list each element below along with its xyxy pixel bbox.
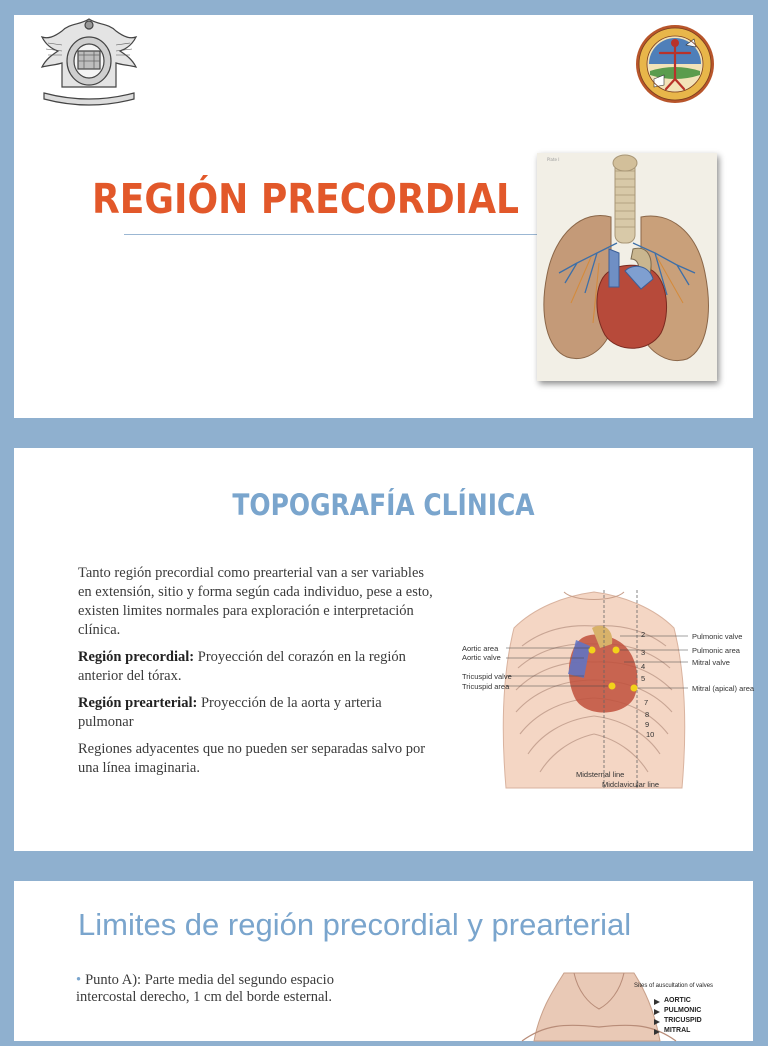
figure-heading: Sites of auscultation of valves	[634, 983, 714, 989]
label-tricuspid-area: Tricuspid area	[462, 682, 510, 691]
medical-school-seal-icon	[634, 23, 716, 105]
lungs-heart-illustration	[537, 153, 717, 381]
label-midclavicular-line: Midclavicular line	[602, 780, 660, 789]
label-pulmonic-area: Pulmonic area	[692, 646, 740, 655]
rib-number: 3	[641, 648, 646, 657]
label-mitral: MITRAL	[664, 1027, 691, 1034]
label-aortic-valve: Aortic valve	[462, 653, 501, 662]
label-mitral-area: Mitral (apical) area	[692, 684, 755, 693]
prearterial-paragraph	[78, 694, 438, 732]
chest-drawing	[444, 588, 754, 798]
rib-number: 4	[641, 662, 646, 671]
slide-title	[14, 15, 753, 418]
auscultation-areas-figure	[444, 588, 754, 798]
prearterial-label: Región prearterial:	[78, 695, 198, 711]
slide-topografia	[14, 448, 753, 851]
closing-paragraph: Regiones adyacentes que no pueden ser separadas salvo por una línea imaginaria.	[78, 741, 426, 776]
lungs-heart-drawing	[537, 153, 717, 381]
label-aortic: AORTIC	[664, 997, 691, 1004]
neck-drawing	[504, 969, 744, 1041]
rib-number: 10	[646, 730, 655, 739]
label-tricuspid: TRICUSPID	[664, 1017, 702, 1024]
precordial-text: Proyección del corazón en la región anterior del tórax.	[78, 649, 406, 684]
bullet-point-a	[76, 972, 376, 1006]
bullet-icon: •	[76, 972, 82, 988]
presentation-title: REGIÓN PRECORDIAL	[92, 175, 519, 223]
bullet-text: Punto A): Parte media del segundo espacio intercostal derecho, 1 cm del borde esternal.	[76, 972, 334, 1005]
svg-text:Plate I: Plate I	[547, 157, 560, 162]
precordial-paragraph	[78, 648, 438, 686]
rib-number: 7	[644, 698, 649, 707]
university-seal-icon	[40, 15, 138, 105]
slide-body	[78, 564, 438, 786]
slide-limites	[14, 881, 753, 1041]
label-mitral-valve: Mitral valve	[692, 658, 730, 667]
title-divider	[124, 234, 544, 235]
label-midsternal-line: Midsternal line	[576, 770, 625, 779]
label-tricuspid-valve: Tricuspid valve	[462, 672, 512, 681]
prearterial-text: Proyección de la aorta y arteria pulmonar	[78, 695, 382, 730]
label-aortic-area: Aortic area	[462, 644, 499, 653]
slide-title: TOPOGRAFÍA CLÍNICA	[232, 488, 535, 522]
intro-paragraph: Tanto región precordial como prearterial van a ser variables en extensión, sitio y forma según cada individuo, pese a esto, existen limites normales para exploración e interpretación clínica.	[78, 565, 433, 638]
label-pulmonic-valve: Pulmonic valve	[692, 632, 743, 641]
rib-number: 2	[641, 630, 646, 639]
slide-title: Limites de región precordial y prearterial	[78, 907, 632, 942]
rib-number: 8	[645, 710, 650, 719]
precordial-label: Región precordial:	[78, 649, 195, 665]
auscultation-sites-figure	[504, 969, 744, 1041]
label-pulmonic: PULMONIC	[664, 1007, 702, 1014]
rib-number: 5	[641, 674, 646, 683]
rib-number: 9	[645, 720, 650, 729]
